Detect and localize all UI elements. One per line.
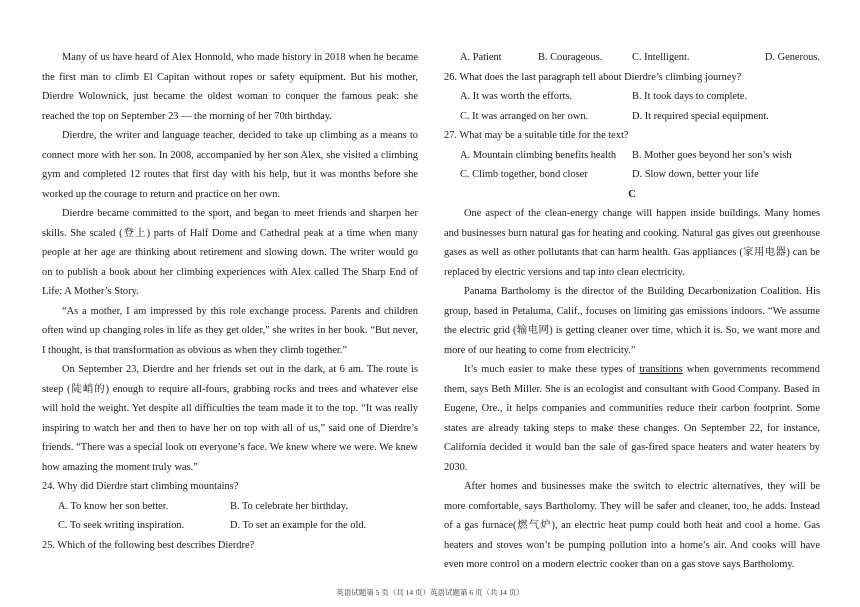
question-24: 24. Why did Dierdre start climbing mountains?: [42, 481, 239, 492]
page-footer: 英语试题第 5 页（共 14 页）英语试题第 6 页（共 14 页）: [336, 588, 524, 597]
question-25-option-d: D. Generous.: [764, 52, 820, 63]
question-25-option-c: C. Intelligent.: [632, 52, 690, 63]
passage-b-paragraph-2: Dierdre, the writer and language teacher, decided to take up climbing as a means to connect more with her son. In 2008, accompanied by her son Alex, she visited a climbing gym and completed 12 routes that first day with his help, but it was months before she worked up the courage to return and practice on her own.: [42, 130, 418, 200]
passage-b-paragraph-1: Many of us have heard of Alex Honnold, who made history in 2018 when he became the first man to climb El Capitan without ropes or safety equipment. But his mother, Dierdre Wolownick, just became the oldest woman to conquer the famous peak: she reached the top on September 23 — the morning of her 70th birthday.: [42, 52, 418, 122]
passage-c-heading: C: [628, 188, 636, 200]
question-27-options-row-1: [444, 146, 820, 166]
passage-c-paragraph-3-rest: when governments recommend them, says Beth Miller. She is an ecologist and consultant with Good Company. Based in Eugene, Ore., it helps companies and communities reduce their carbon footprint. Some states are already taking steps to make these changes. On September 22, for instance, California decided it would ban the sale of gas-fired space heaters and water heaters by 2030.: [444, 364, 820, 473]
passage-c-paragraph-2: Panama Bartholomy is the director of the Building Decarbonization Coalition. His group, based in Petaluma, Calif., focuses on limiting gas emissions indoors. “We assume the electric grid (输电网) is getting cleaner over time, which it is. So, we want more and more of our heating to come from electricity.”: [444, 286, 820, 356]
question-26-option-a: A. It was worth the efforts.: [460, 91, 573, 102]
question-27-option-b: B. Mother goes beyond her son’s wish: [632, 149, 792, 161]
passage-c-paragraph-3: [444, 360, 820, 477]
question-26-options-row-1: [444, 87, 820, 107]
right-column: [444, 48, 820, 575]
passage-c-paragraph-3-start: It’s much easier to make these types of: [464, 364, 640, 375]
question-27: 27. What may be a suitable title for the text?: [444, 130, 629, 141]
question-24-options-row-2: [42, 516, 418, 536]
passage-c-paragraph-4: After homes and businesses make the switch to electric alternatives, they will be more comfortable, says Bartholomy. They will be safer and cleaner, too, he adds. Instead of a gas furnace(燃气炉), an electric heat pump could both heat and cool a home. Gas heaters and stoves won’t be pumping pollution into a home’s air. And cooks will have even more control on a modern electric cooker than on a gas stove says Bartholomy.: [444, 481, 820, 570]
question-26-option-b: B. It took days to complete.: [632, 91, 748, 102]
left-column: [42, 48, 418, 555]
question-26-option-c: C. It was arranged on her own.: [460, 110, 589, 122]
question-27-options-row-2: [444, 165, 820, 185]
question-25-options: [444, 48, 820, 68]
question-24-option-b: B. To celebrate her birthday.: [230, 500, 348, 512]
question-24-option-a: A. To know her son better.: [58, 500, 169, 512]
question-24-option-c: C. To seek writing inspiration.: [58, 520, 185, 531]
question-27-option-d: D. Slow down, better your life: [632, 169, 759, 180]
underlined-word-transitions: transitions: [639, 364, 683, 375]
question-25-option-b: B. Courageous.: [538, 52, 603, 63]
passage-c-paragraph-1: One aspect of the clean-energy change will happen inside buildings. Many homes and businesses burn natural gas for heating and cooking. Natural gas gives out greenhouse gases as well as other pollutants that can harm health. Gas appliances (家用电器) can be replaced by electric versions and tap into clean electricity.: [444, 208, 820, 278]
question-25: 25. Which of the following best describes Dierdre?: [42, 539, 255, 551]
question-27-option-c: C. Climb together, bond closer: [460, 169, 588, 180]
question-24-options-row-1: [42, 497, 418, 517]
question-26: 26. What does the last paragraph tell about Dierdre’s climbing journey?: [444, 71, 742, 83]
question-26-options-row-2: [444, 107, 820, 127]
passage-b-paragraph-3: Dierdre became committed to the sport, and began to meet friends and sharpen her skills. She scaled (登上) parts of Half Dome and Cathedral peak at a time when many people at her age are thinking about retirement and slowing down. The writer would go on to publish a book about her climbing experiences with Alex called The Sharp End of Life: A Mother’s Story.: [42, 208, 418, 297]
question-27-option-a: A. Mountain climbing benefits health: [460, 149, 617, 161]
question-24-option-d: D. To set an example for the old.: [230, 520, 367, 531]
passage-b-paragraph-4: “As a mother, I am impressed by this role exchange process. Parents and children often wind up changing roles in life as they get older,” she writes in her book. “But never, I thought, is that transformation as obvious as when they climb together.”: [42, 305, 418, 356]
passage-b-paragraph-5: On September 23, Dierdre and her friends set out in the dark, at 6 am. The route is steep (陡峭的) enough to require all-fours, grabbing rocks and trees and whatever else will hold the weight. Yet despite all difficulties the team made it to the top. “It was really inspiring to watch her and then to have her on top with all of us,” said one of Dierdre’s friends. “There was a special look on everyone’s face. We knew where we were. We knew how amazing the moment truly was.”: [42, 364, 418, 473]
question-26-option-d: D. It required special equipment.: [632, 110, 769, 122]
question-25-option-a: A. Patient: [460, 52, 502, 63]
